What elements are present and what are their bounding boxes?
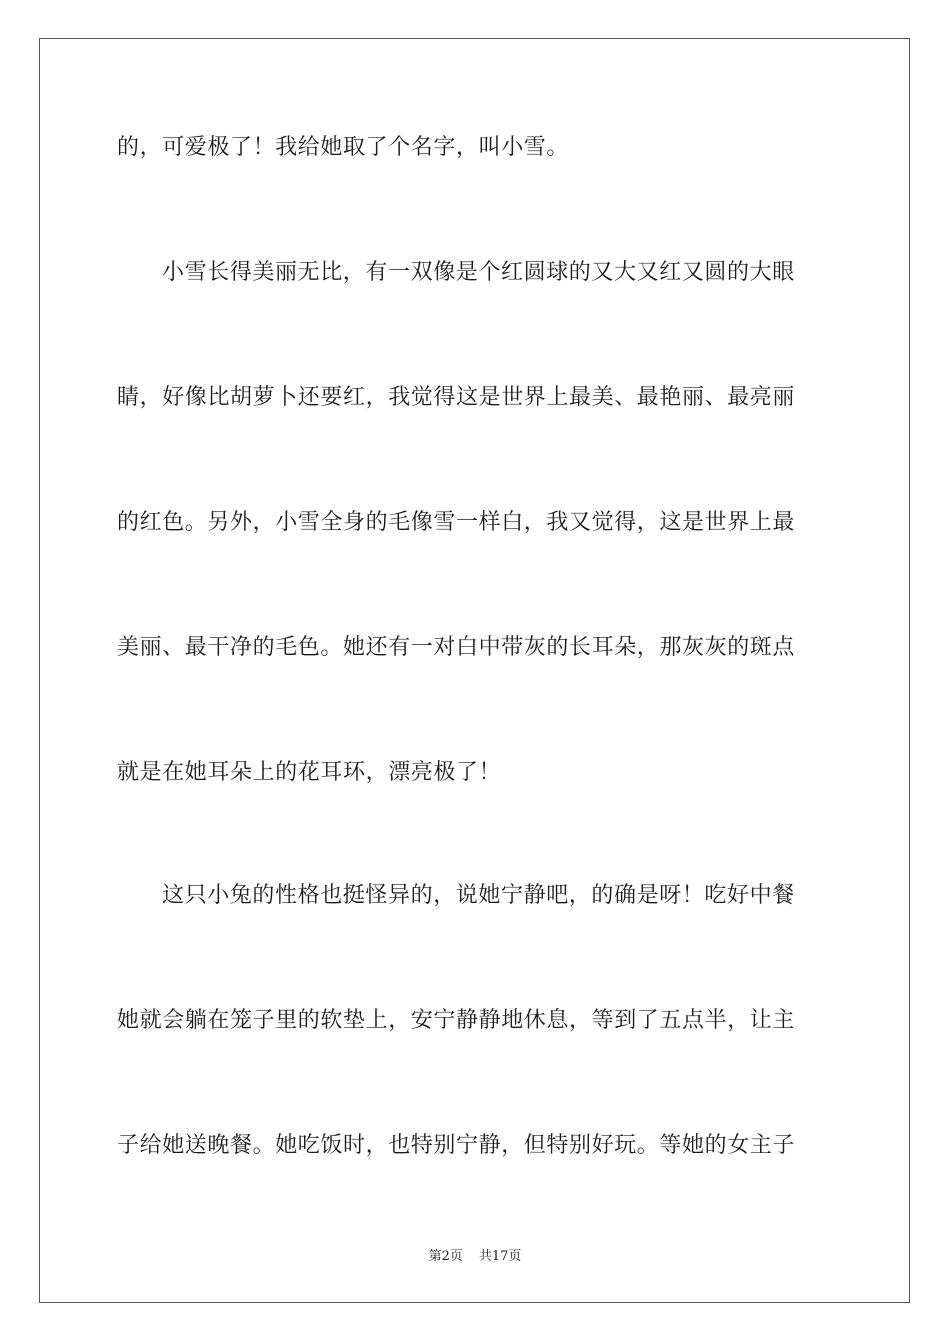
text-line: 她就会躺在笼子里的软垫上，安宁静静地休息，等到了五点半，让主 xyxy=(117,1008,796,1033)
paragraph-start-line: 这只小兔的性格也挺怪异的，说她宁静吧，的确是呀！吃好中餐 xyxy=(162,883,795,908)
text-line: 的红色。另外，小雪全身的毛像雪一样白，我又觉得，这是世界上最 xyxy=(117,510,796,535)
page-border xyxy=(39,38,910,1303)
text-line: 睛，好像比胡萝卜还要红，我觉得这是世界上最美、最艳丽、最亮丽 xyxy=(117,385,796,410)
text-line: 美丽、最干净的毛色。她还有一对白中带灰的长耳朵，那灰灰的斑点 xyxy=(117,635,796,660)
page-number: 第2页 xyxy=(428,1249,463,1264)
page-footer xyxy=(0,1248,950,1266)
text-line: 子给她送晚餐。她吃饭时，也特别宁静，但特别好玩。等她的女主子 xyxy=(117,1133,796,1158)
text-line: 的，可爱极了！我给她取了个名字，叫小雪。 xyxy=(117,135,570,160)
total-pages: 共17页 xyxy=(478,1249,522,1264)
text-line: 就是在她耳朵上的花耳环，漂亮极了！ xyxy=(117,760,502,785)
paragraph-start-line: 小雪长得美丽无比，有一双像是个红圆球的又大又红又圆的大眼 xyxy=(162,260,795,285)
